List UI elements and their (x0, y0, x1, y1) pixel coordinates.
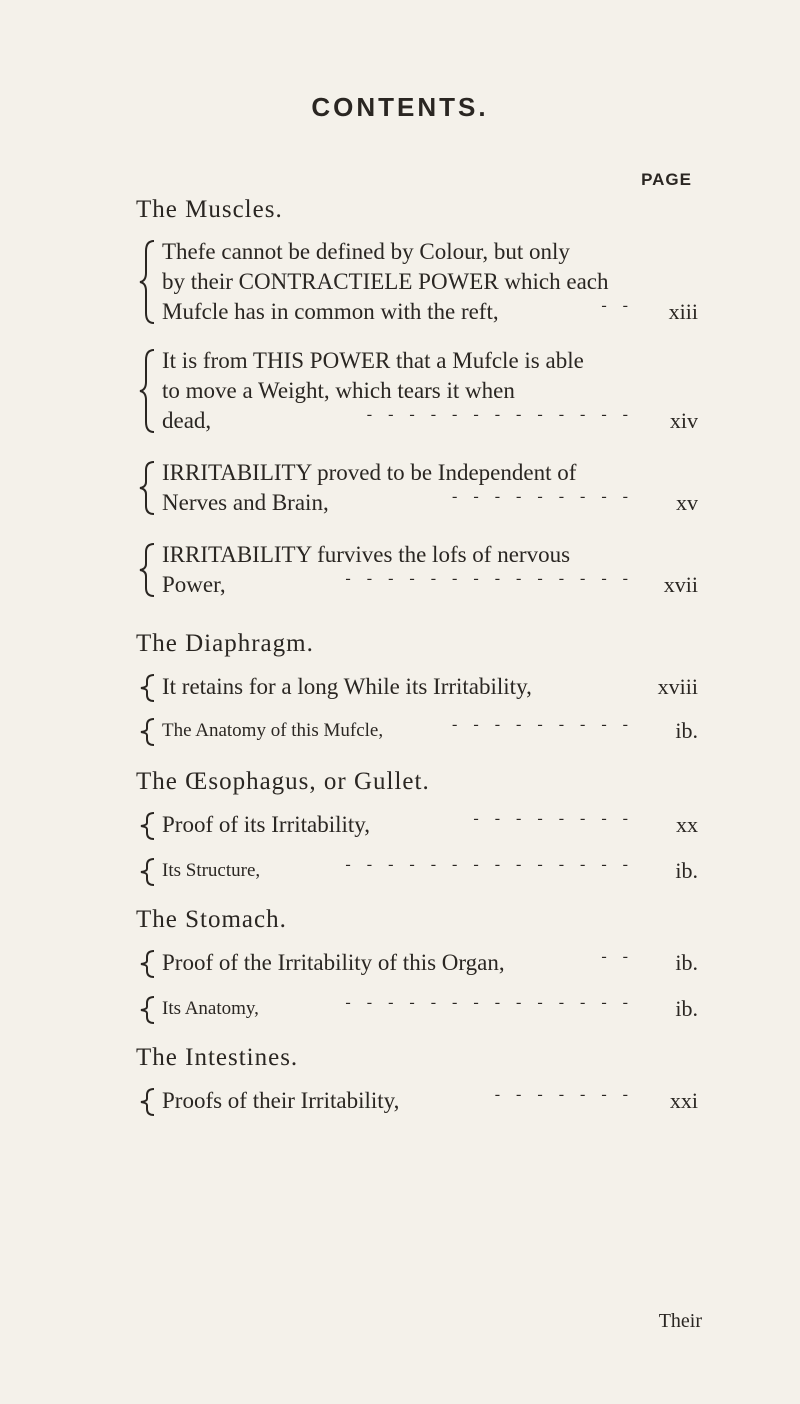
page-column-label: PAGE (641, 170, 692, 189)
brace-icon (138, 237, 158, 327)
toc-entry[interactable] (138, 458, 698, 518)
page-number: xv (676, 490, 698, 515)
section-heading-stomach: The Stomach. (136, 906, 287, 933)
entry-line: Thefe cannot be defined by Colour, but only (162, 239, 570, 264)
brace-icon (138, 856, 158, 888)
toc-entry[interactable] (138, 716, 698, 748)
page-number: xxi (669, 1088, 698, 1113)
page-number: xx (676, 812, 698, 837)
page-number: xvii (663, 572, 698, 597)
leader-dots: - - (601, 948, 634, 965)
toc-entry[interactable] (138, 1086, 698, 1118)
brace-icon (138, 458, 158, 518)
entry-line: Power, (162, 572, 226, 597)
toc-entry[interactable] (138, 948, 698, 980)
toc-entry[interactable] (138, 540, 698, 600)
entry-line: Proofs of their Irritability, (162, 1088, 400, 1113)
page-number: xviii (657, 674, 698, 699)
page-title: CONTENTS. (311, 92, 489, 122)
entry-line: Mufcle has in common with the reft, (162, 299, 499, 324)
brace-icon (138, 672, 158, 704)
brace-icon (138, 346, 158, 436)
section-heading-diaphragm: The Diaphragm. (136, 630, 314, 657)
brace-icon (138, 1086, 158, 1118)
entry-line: It retains for a long While its Irritability, (162, 674, 532, 699)
toc-entry[interactable] (138, 856, 698, 888)
toc-entry[interactable] (138, 346, 698, 436)
entry-line: to move a Weight, which tears it when (162, 378, 515, 403)
entry-line: IRRITABILITY furvives the lofs of nervous (162, 542, 571, 567)
page-number: xiii (668, 299, 698, 324)
page-number: ib. (675, 996, 698, 1021)
page-number: xiv (669, 408, 698, 433)
brace-icon (138, 810, 158, 842)
leader-dots: - - - - - - - - - - - - - - (345, 570, 634, 587)
entry-line: Its Anatomy, (162, 998, 259, 1019)
brace-icon (138, 994, 158, 1026)
entry-line: IRRITABILITY proved to be Independent of (162, 460, 577, 485)
toc-entry[interactable] (138, 994, 698, 1026)
leader-dots: - - - - - - - (494, 1086, 634, 1103)
section-heading-oesophagus: The Œsophagus, or Gullet. (136, 768, 430, 795)
brace-icon (138, 540, 158, 600)
entry-line: dead, (162, 408, 212, 433)
page-number: ib. (675, 950, 698, 975)
toc-entry[interactable] (138, 672, 698, 704)
entry-line: It is from THIS POWER that a Mufcle is able (162, 348, 584, 373)
entry-line: Proof of the Irritability of this Organ, (162, 950, 505, 975)
leader-dots: - - - - - - - - - (452, 716, 634, 733)
leader-dots: - - (601, 297, 634, 314)
entry-line: Proof of its Irritability, (162, 812, 371, 837)
catchword: Their (658, 1310, 702, 1332)
entry-line: Nerves and Brain, (162, 490, 329, 515)
leader-dots: - - - - - - - - - - - - - - (345, 994, 634, 1011)
section-heading-intestines: The Intestines. (136, 1044, 299, 1071)
entry-line: Its Structure, (162, 860, 261, 881)
page-number: ib. (675, 858, 698, 883)
page-number: ib. (675, 718, 698, 743)
leader-dots: - - - - - - - - - - - - - (366, 406, 634, 423)
toc-entry[interactable] (138, 810, 698, 842)
leader-dots: - - - - - - - - - (452, 488, 634, 505)
entry-line: by their CONTRACTIELE POWER which each (162, 269, 609, 294)
brace-icon (138, 716, 158, 748)
toc-entry[interactable] (138, 237, 698, 327)
section-heading-muscles: The Muscles. (136, 196, 283, 223)
leader-dots: - - - - - - - - - - - - - - (345, 856, 634, 873)
leader-dots: - - - - - - - - (473, 810, 634, 827)
entry-line: The Anatomy of this Mufcle, (162, 720, 384, 741)
brace-icon (138, 948, 158, 980)
